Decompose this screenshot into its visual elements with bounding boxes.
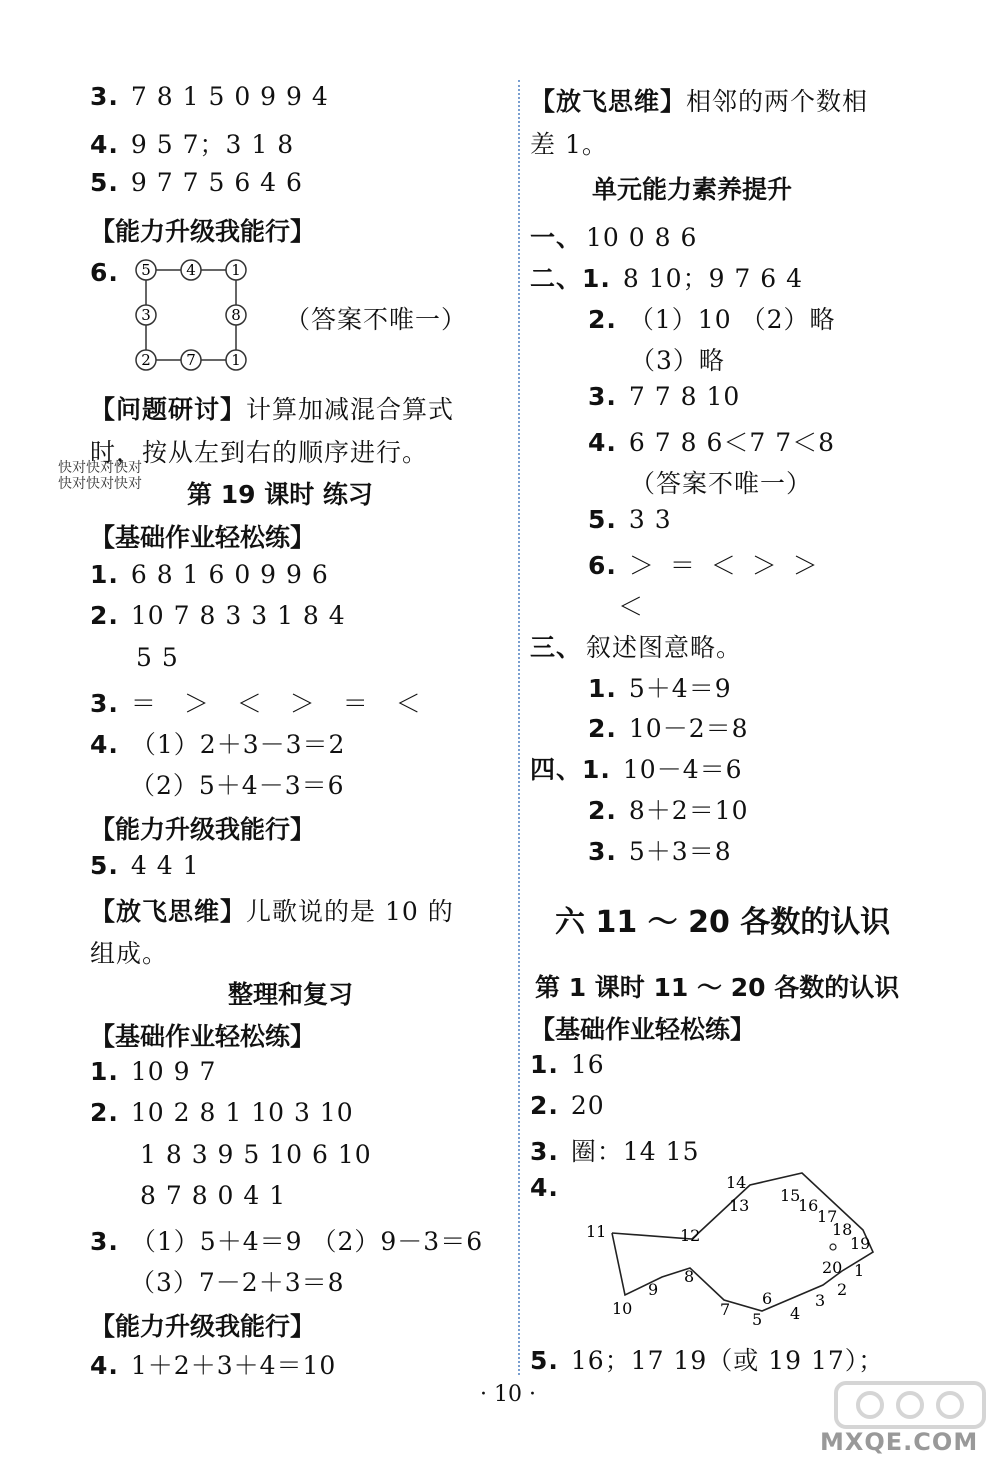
number-square-figure — [130, 255, 260, 375]
fish-label: 16 — [798, 1196, 819, 1215]
answer-line: 5. 9 7 7 5 6 4 6 — [90, 168, 303, 197]
fish-label: 13 — [729, 1196, 750, 1215]
grid-number: 7 — [186, 351, 196, 369]
grid-number: 1 — [231, 261, 241, 279]
answer-line: 2. 10 2 8 1 10 3 10 — [90, 1098, 354, 1127]
answer-line: 1. 5＋4＝9 — [588, 674, 732, 703]
answer-line: （答案不唯一） — [630, 469, 813, 498]
answer-line: 二、1. 8 10；9 7 6 4 — [530, 264, 804, 293]
fish-label: 20 — [822, 1258, 843, 1277]
column-divider — [518, 80, 520, 1375]
grid-number: 8 — [231, 306, 241, 324]
fish-label: 4 — [790, 1304, 801, 1323]
grid-number: 5 — [141, 261, 151, 279]
answer-line: 4. （1）2＋3－3＝2 — [90, 730, 346, 759]
fish-label: 5 — [752, 1310, 763, 1329]
section-heading: 【能力升级我能行】 — [90, 1312, 316, 1341]
answer-line: 4. 6 7 8 6＜7 7＜8 — [588, 428, 836, 457]
section-heading: 【能力升级我能行】 — [90, 815, 316, 844]
answer-line: 1 8 3 9 5 10 6 10 — [140, 1140, 372, 1169]
answer-note: （答案不唯一） — [285, 305, 468, 334]
lesson-title: 第 1 课时 11 ～ 20 各数的认识 — [535, 973, 900, 1002]
answer-line: 3. 7 8 1 5 0 9 9 4 — [90, 82, 329, 111]
fish-label: 18 — [832, 1220, 853, 1239]
lesson-title: 第 19 课时 练习 — [187, 480, 373, 509]
grid-number: 3 — [141, 306, 151, 324]
chapter-title: 六 11 ～ 20 各数的认识 — [555, 905, 891, 940]
answer-line: 2. 10－2＝8 — [588, 714, 749, 743]
answer-line: 5. 16；17 19（或 19 17）； — [530, 1346, 885, 1375]
section-heading: 【基础作业轻松练】 — [90, 523, 316, 552]
grid-number: 1 — [231, 351, 241, 369]
fish-label: 19 — [850, 1234, 871, 1253]
stamp-text: 快对快对快对 快对快对快对 — [58, 460, 142, 492]
page-number: · 10 · — [480, 1382, 536, 1407]
answer-line: 3. 5＋3＝8 — [588, 837, 732, 866]
fish-label: 1 — [854, 1261, 865, 1280]
fly-thinking: 【放飞思维】儿歌说的是 10 的 — [90, 897, 454, 926]
fish-label: 17 — [817, 1207, 838, 1226]
answer-line: 2. 8＋2＝10 — [588, 796, 749, 825]
answer-line: 1. 6 8 1 6 0 9 9 6 — [90, 560, 329, 589]
answer-line: 5. 3 3 — [588, 505, 672, 534]
answer-line: 2. 10 7 8 3 3 1 8 4 — [90, 601, 346, 630]
fish-label: 3 — [815, 1291, 826, 1310]
answer-line: 6. ＞ ＝ ＜ ＞ ＞ — [588, 551, 822, 580]
fish-label: 14 — [726, 1173, 747, 1192]
fish-label: 8 — [684, 1267, 695, 1286]
fish-label: 7 — [720, 1300, 731, 1319]
problem-discussion-cont: 时，按从左到右的顺序进行。 — [90, 438, 429, 467]
fish-label: 12 — [680, 1226, 701, 1245]
dot-to-dot-fish — [580, 1165, 910, 1340]
answer-line: 3. 圈：14 15 — [530, 1137, 700, 1166]
answer-line: 1. 16 — [530, 1050, 605, 1079]
fly-thinking-cont: 差 1。 — [530, 130, 608, 159]
answer-line: 2. 20 — [530, 1091, 605, 1120]
fish-label: 10 — [612, 1299, 633, 1318]
grid-number: 4 — [186, 261, 196, 279]
review-title: 整理和复习 — [228, 980, 354, 1009]
answer-line: （3）略 — [630, 346, 725, 375]
answer-line: 4. 9 5 7；3 1 8 — [90, 130, 295, 159]
section-heading: 【基础作业轻松练】 — [90, 1022, 316, 1051]
answer-line: 一、 10 0 8 6 — [530, 223, 698, 252]
fish-label: 2 — [837, 1280, 848, 1299]
answer-line: 8 7 8 0 4 1 — [140, 1181, 287, 1210]
fish-label: 15 — [780, 1186, 801, 1205]
fish-label: 6 — [762, 1289, 773, 1308]
fish-label: 11 — [586, 1222, 607, 1241]
answer-line: 3. 7 7 8 10 — [588, 382, 741, 411]
answer-line: 四、1. 10－4＝6 — [530, 755, 743, 784]
answer-line: 5. 4 4 1 — [90, 851, 200, 880]
unit-title: 单元能力素养提升 — [592, 175, 793, 204]
fly-thinking: 【放飞思维】相邻的两个数相 — [530, 87, 869, 116]
answer-line: 3. ＝ ＞ ＜ ＞ ＝ ＜ — [90, 689, 431, 718]
fly-thinking-cont: 组成。 — [90, 939, 169, 968]
answer-line: 6. — [90, 258, 119, 287]
answer-line: 1. 10 9 7 — [90, 1057, 217, 1086]
answer-line: 5 5 — [136, 643, 179, 672]
grid-number: 2 — [141, 351, 151, 369]
answer-line: ＜ — [618, 592, 645, 621]
section-heading: 【能力升级我能行】 — [90, 217, 316, 246]
answer-line: （3）7－2＋3＝8 — [130, 1268, 345, 1297]
answer-line: 4. — [530, 1173, 559, 1202]
answer-line: 3. （1）5＋4＝9 （2）9－3＝6 — [90, 1227, 484, 1256]
fish-label: 9 — [648, 1280, 659, 1299]
section-heading: 【基础作业轻松练】 — [530, 1015, 756, 1044]
problem-discussion: 【问题研讨】计算加减混合算式 — [90, 395, 455, 424]
answer-line: 三、 叙述图意略。 — [530, 633, 743, 662]
answer-line: 2. （1）10 （2）略 — [588, 305, 836, 334]
watermark-text: MXQE.COM — [820, 1428, 979, 1456]
answer-line: （2）5＋4－3＝6 — [130, 771, 345, 800]
answer-line: 4. 1＋2＋3＋4＝10 — [90, 1351, 337, 1380]
